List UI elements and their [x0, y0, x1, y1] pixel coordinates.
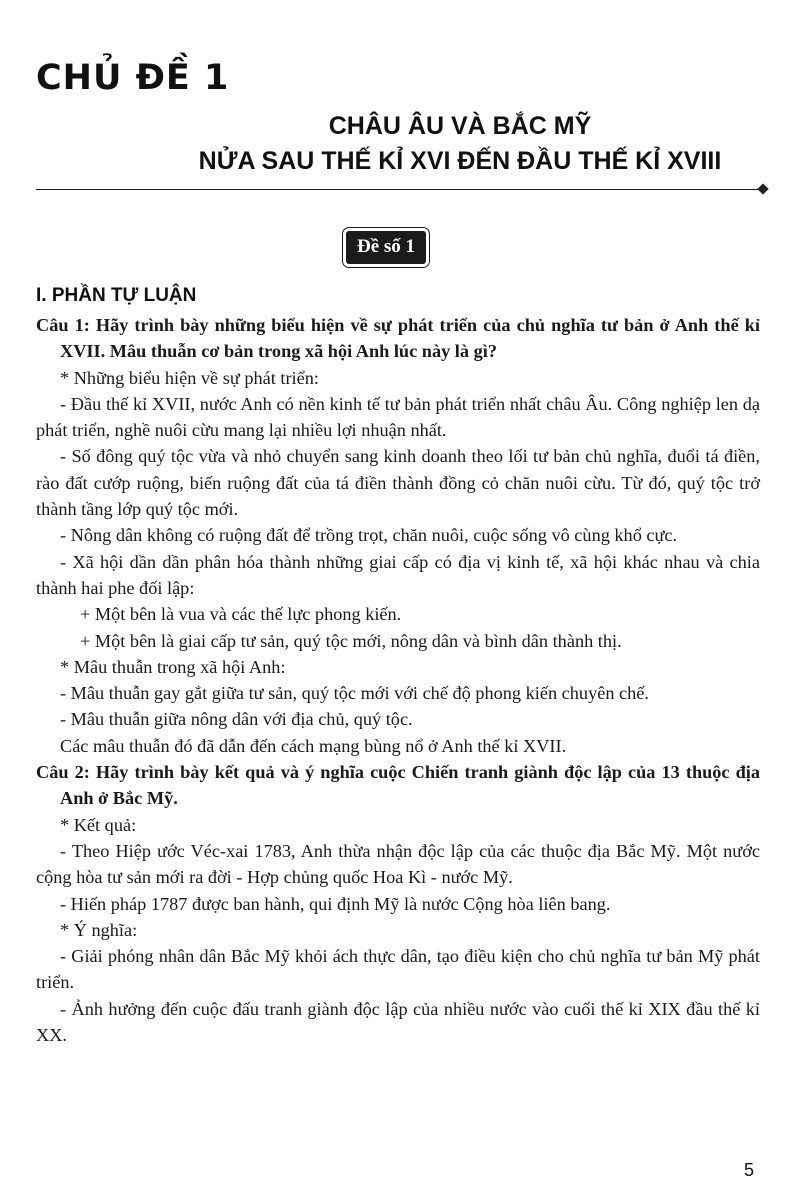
paragraph: - Số đông quý tộc vừa và nhỏ chuyển sang kinh doanh theo lối tư bản chủ nghĩa, đuổi tá điền, rào đất cướp ruộng, biến ruộng đất của tá điền thành đồng cỏ chăn nuôi cừu. Từ đó, quý tộc trở thành tầng lớp quý tộc mới. — [36, 446, 760, 520]
paragraph: * Mâu thuẫn trong xã hội Anh: — [60, 656, 286, 677]
paragraph: Các mâu thuẫn đó đã dẫn đến cách mạng bùng nổ ở Anh thế kỉ XVII. — [60, 735, 567, 756]
paragraph: * Kết quả: — [60, 814, 137, 835]
paragraph: - Giải phóng nhân dân Bắc Mỹ khỏi ách thực dân, tạo điều kiện cho chủ nghĩa tư bản Mỹ phát triển. — [36, 946, 760, 993]
chapter-title-line-1: CHÂU ÂU VÀ BẮC MỸ — [328, 112, 592, 140]
paragraph: * Ý nghĩa: — [60, 919, 138, 940]
paragraph: - Đầu thế kỉ XVII, nước Anh có nền kinh tế tư bản phát triển nhất châu Âu. Công nghiệp len dạ phát triển, nghề nuôi cừu mang lại nhiều lợi nhuận nhất. — [36, 393, 760, 441]
divider-diamond-icon — [757, 183, 768, 194]
question-1-prompt: Câu 1: Hãy trình bày những biểu hiện về sự phát triển của chủ nghĩa tư bản ở Anh thế kỉ XVII. Mâu thuẫn cơ bản trong xã hội Anh lúc này là gì? — [36, 315, 760, 362]
page-number: 5 — [744, 1160, 755, 1180]
exam-badge: Đề số 1 — [346, 231, 426, 264]
title-divider — [36, 189, 760, 190]
question-2-prompt: Câu 2: Hãy trình bày kết quả và ý nghĩa cuộc Chiến tranh giành độc lập của 13 thuộc địa Anh ở Bắc Mỹ. — [36, 762, 760, 809]
chapter-title-line-2: NỬA SAU THẾ KỈ XVI ĐẾN ĐẦU THẾ KỈ XVIII — [198, 147, 722, 175]
paragraph: - Mâu thuẫn giữa nông dân với địa chủ, quý tộc. — [60, 709, 413, 730]
chapter-label: CHỦ ĐỀ 1 — [36, 58, 230, 98]
section-heading: I. PHẦN TỰ LUẬN — [36, 285, 197, 306]
paragraph: + Một bên là giai cấp tư sản, quý tộc mới, nông dân và bình dân thành thị. — [80, 630, 622, 651]
content-body — [36, 312, 760, 1048]
paragraph: + Một bên là vua và các thế lực phong kiến. — [80, 604, 402, 625]
paragraph: - Xã hội dần dần phân hóa thành những giai cấp có địa vị kinh tế, xã hội khác nhau và chia thành hai phe đối lập: — [36, 551, 760, 598]
paragraph: - Ảnh hưởng đến cuộc đấu tranh giành độc lập của nhiều nước vào cuối thế kỉ XIX đầu thế kỉ XX. — [36, 998, 760, 1046]
paragraph: - Hiến pháp 1787 được ban hành, qui định Mỹ là nước Cộng hòa liên bang. — [60, 893, 611, 914]
paragraph: - Theo Hiệp ước Véc-xai 1783, Anh thừa nhận độc lập của các thuộc địa Bắc Mỹ. Một nước cộng hòa tư sản mới ra đời - Hợp chủng quốc Hoa Kì - nước Mỹ. — [36, 840, 760, 888]
paragraph: - Mâu thuẫn gay gắt giữa tư sản, quý tộc mới với chế độ phong kiến chuyên chế. — [60, 683, 649, 704]
paragraph: - Nông dân không có ruộng đất để trồng trọt, chăn nuôi, cuộc sống vô cùng khổ cực. — [60, 525, 678, 546]
exam-badge-wrapper — [346, 231, 426, 264]
paragraph: * Những biểu hiện về sự phát triển: — [60, 367, 319, 388]
